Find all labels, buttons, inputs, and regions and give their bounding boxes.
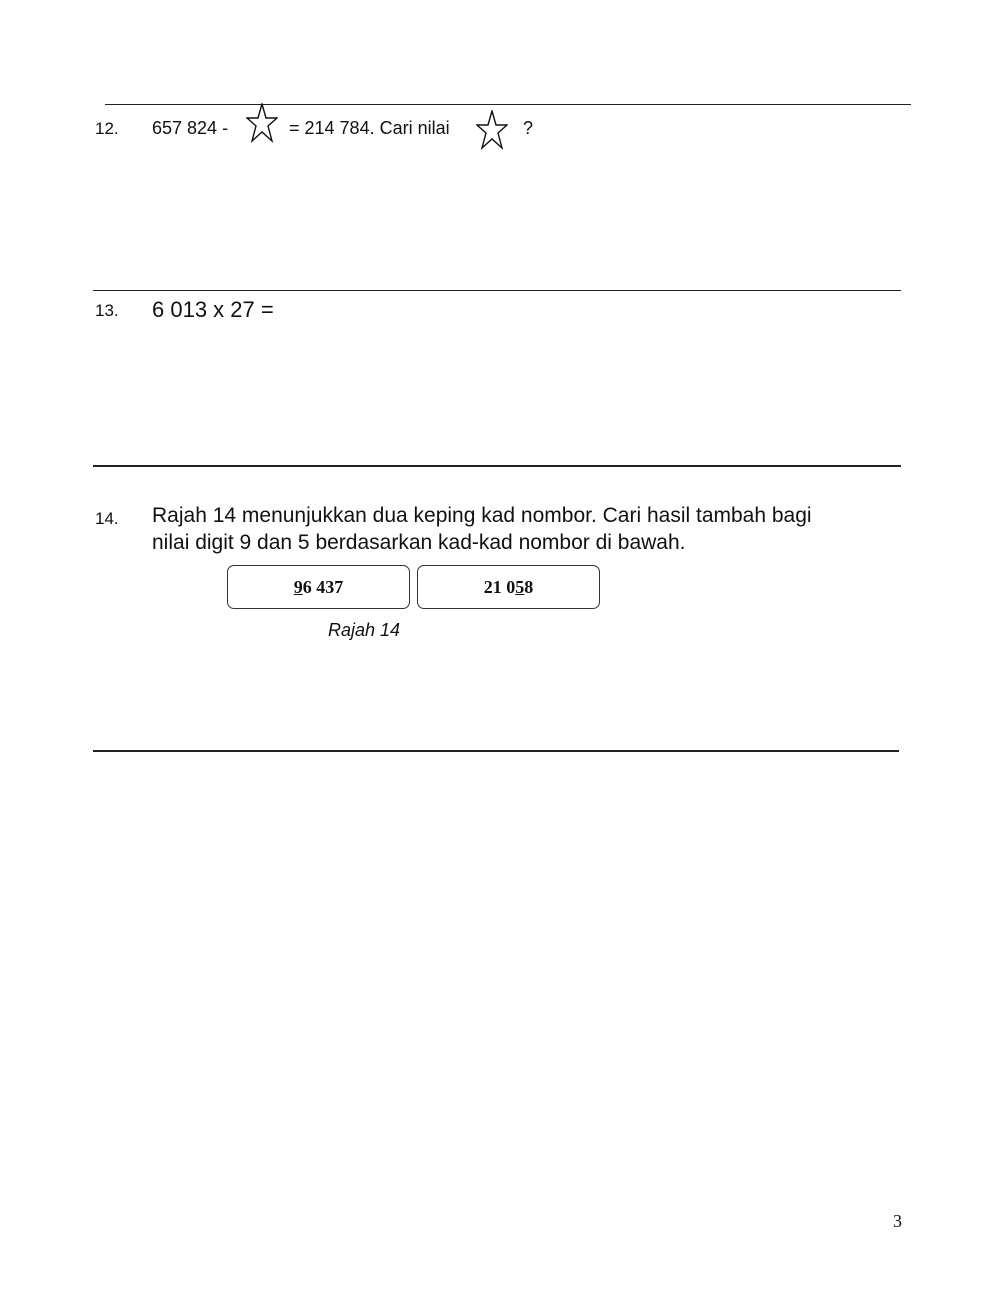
- question-13-expression: 6 013 x 27 =: [152, 297, 274, 322]
- card-2-suffix: 8: [524, 576, 534, 597]
- question-13-number: 13.: [95, 301, 119, 320]
- number-card-2: [417, 565, 600, 609]
- question-14-text-line2: nilai digit 9 dan 5 berdasarkan kad-kad nombor di bawah.: [152, 531, 686, 554]
- question-12-expression-start: 657 824 -: [152, 118, 229, 138]
- page-number: 3: [893, 1211, 902, 1231]
- question-12-question-mark: ?: [523, 118, 534, 138]
- separator-bottom: [93, 750, 899, 752]
- star-icon: [246, 103, 278, 143]
- separator-12-13: [93, 290, 901, 291]
- star-icon: [476, 110, 508, 150]
- question-14-number: 14.: [95, 509, 119, 528]
- question-12-expression-middle: = 214 784. Cari nilai: [289, 118, 450, 138]
- card-1-suffix: 6 437: [302, 576, 344, 597]
- separator-13-14: [93, 465, 901, 467]
- question-14-text-line1: Rajah 14 menunjukkan dua keping kad nombor. Cari hasil tambah bagi: [152, 504, 812, 527]
- card-2-underlined-digit: 5: [515, 576, 525, 597]
- question-12-number: 12.: [95, 119, 119, 138]
- figure-caption: Rajah 14: [328, 620, 401, 640]
- separator-top: [105, 104, 911, 105]
- card-2-prefix: 21 0: [483, 576, 516, 597]
- number-card-1: [227, 565, 410, 609]
- card-1-underlined-digit: 9: [293, 576, 303, 597]
